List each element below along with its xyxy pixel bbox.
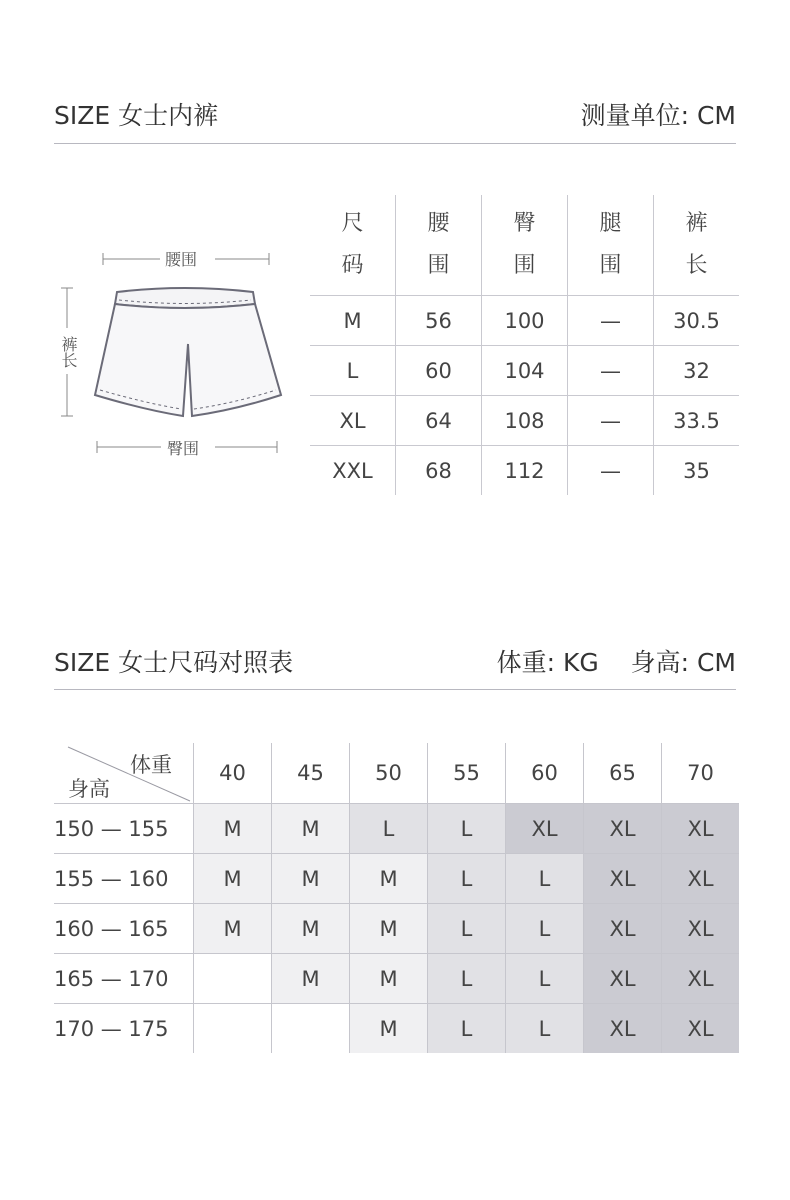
chart-cell: L <box>428 804 506 854</box>
table-cell: XL <box>310 396 396 446</box>
height-label: 身高 <box>68 777 110 801</box>
chart-cell: M <box>194 904 272 954</box>
chart-cell: M <box>272 804 350 854</box>
table-cell: — <box>568 346 654 396</box>
chart-cell: XL <box>584 854 662 904</box>
weight-header: 65 <box>584 743 662 804</box>
chart-cell <box>272 1004 350 1054</box>
weight-header: 40 <box>194 743 272 804</box>
height-range: 160 — 165 <box>54 904 194 954</box>
table-cell: M <box>310 296 396 346</box>
chart-cell: M <box>350 1004 428 1054</box>
chart-cell: XL <box>662 954 740 1004</box>
height-range: 165 — 170 <box>54 954 194 1004</box>
chart-cell: L <box>506 1004 584 1054</box>
chart-cell: M <box>350 854 428 904</box>
chart-cell: M <box>350 904 428 954</box>
chart-cell: XL <box>584 1004 662 1054</box>
chart-cell: L <box>428 1004 506 1054</box>
table-cell: 104 <box>482 346 568 396</box>
header-char: 裤 <box>685 211 708 236</box>
header-char: 围 <box>427 253 450 278</box>
chart-cell: L <box>506 854 584 904</box>
table-cell: — <box>568 446 654 496</box>
section2-unit: 体重: KG 身高: CM <box>496 648 736 677</box>
chart-cell: M <box>194 854 272 904</box>
section2-title: SIZE 女士尺码对照表 <box>54 648 294 677</box>
header-waist <box>396 195 482 296</box>
table-cell: 64 <box>396 396 482 446</box>
chart-cell: L <box>506 904 584 954</box>
header-char: 臀 <box>513 211 536 236</box>
table-cell: — <box>568 296 654 346</box>
table-cell: 33.5 <box>654 396 740 446</box>
chart-cell: XL <box>662 904 740 954</box>
chart-cell: XL <box>584 804 662 854</box>
chart-cell <box>194 1004 272 1054</box>
header-char: 围 <box>599 253 622 278</box>
table-cell: 32 <box>654 346 740 396</box>
table-cell: L <box>310 346 396 396</box>
header-char: 围 <box>513 253 536 278</box>
table-cell: 112 <box>482 446 568 496</box>
weight-header: 70 <box>662 743 740 804</box>
table-cell: 68 <box>396 446 482 496</box>
header-char: 尺 <box>341 211 364 236</box>
waist-label: 腰围 <box>165 250 198 269</box>
chart-row <box>54 954 739 1004</box>
weight-label: 体重 <box>130 753 172 777</box>
chart-cell: M <box>272 904 350 954</box>
weight-header: 45 <box>272 743 350 804</box>
hip-label: 臀围 <box>167 439 200 458</box>
chart-cell: L <box>506 954 584 1004</box>
section1-title: SIZE 女士内裤 <box>54 101 219 130</box>
header-char: 长 <box>685 253 708 278</box>
chart-row <box>54 904 739 954</box>
chart-cell <box>194 954 272 1004</box>
table-cell: 35 <box>654 446 740 496</box>
size-table-header <box>310 195 739 296</box>
chart-cell: XL <box>506 804 584 854</box>
chart-cell: XL <box>662 854 740 904</box>
section2-divider <box>54 689 736 690</box>
size-chart <box>54 743 739 1053</box>
chart-row <box>54 1004 739 1054</box>
corner-cell <box>54 743 194 804</box>
chart-cell: L <box>428 904 506 954</box>
table-row <box>310 396 739 446</box>
chart-cell: M <box>194 804 272 854</box>
chart-cell: M <box>272 954 350 1004</box>
size-chart-header <box>54 743 739 804</box>
weight-header: 50 <box>350 743 428 804</box>
section1-unit: 测量单位: CM <box>580 101 736 130</box>
header-char: 码 <box>341 253 364 278</box>
section1-divider <box>54 143 736 144</box>
table-cell: 56 <box>396 296 482 346</box>
table-cell: 100 <box>482 296 568 346</box>
header-length <box>654 195 740 296</box>
chart-cell: M <box>350 954 428 1004</box>
header-char: 腿 <box>599 211 622 236</box>
header-char: 腰 <box>427 211 450 236</box>
weight-header: 55 <box>428 743 506 804</box>
chart-cell: L <box>428 954 506 1004</box>
chart-cell: XL <box>584 904 662 954</box>
weight-header: 60 <box>506 743 584 804</box>
chart-cell: XL <box>584 954 662 1004</box>
table-cell: 108 <box>482 396 568 446</box>
chart-row <box>54 804 739 854</box>
height-range: 150 — 155 <box>54 804 194 854</box>
table-cell: XXL <box>310 446 396 496</box>
height-range: 170 — 175 <box>54 1004 194 1054</box>
table-row <box>310 346 739 396</box>
chart-cell: L <box>350 804 428 854</box>
chart-cell: L <box>428 854 506 904</box>
chart-cell: XL <box>662 804 740 854</box>
header-thigh <box>568 195 654 296</box>
chart-row <box>54 854 739 904</box>
header-hip <box>482 195 568 296</box>
size-table <box>310 195 739 495</box>
height-range: 155 — 160 <box>54 854 194 904</box>
header-size <box>310 195 396 296</box>
table-cell: 30.5 <box>654 296 740 346</box>
table-cell: — <box>568 396 654 446</box>
chart-cell: M <box>272 854 350 904</box>
table-row <box>310 446 739 496</box>
table-row <box>310 296 739 346</box>
table-cell: 60 <box>396 346 482 396</box>
chart-cell: XL <box>662 1004 740 1054</box>
length-label: 裤长 <box>59 336 78 368</box>
